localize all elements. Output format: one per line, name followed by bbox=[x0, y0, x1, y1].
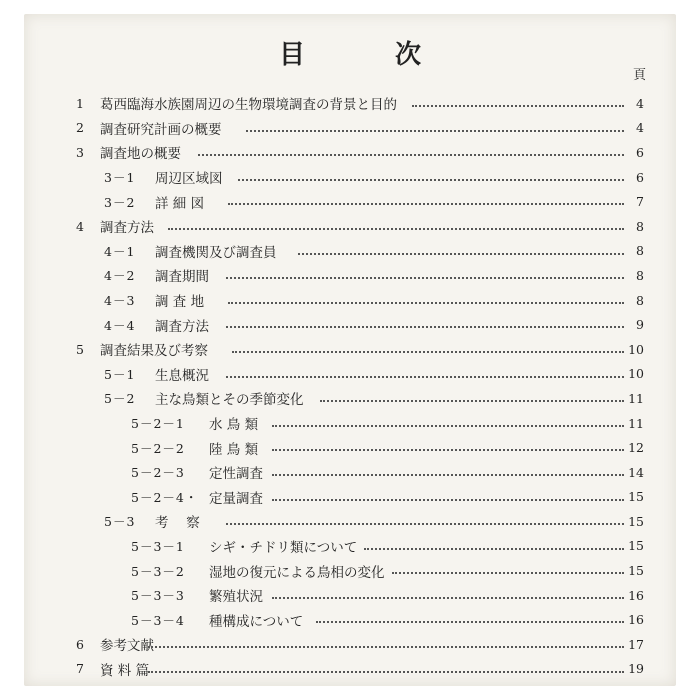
toc-entry-page-number: 15 bbox=[628, 538, 644, 554]
toc-entry-label: 調査機関及び調査員 bbox=[155, 244, 277, 261]
toc-entry-label: 定量調査 bbox=[209, 490, 263, 507]
toc-entry-section-number: 5－3－2 bbox=[131, 563, 185, 579]
toc-entry-page-number: 8 bbox=[636, 218, 644, 234]
toc-entry-section-number: 5－1 bbox=[104, 366, 136, 382]
toc-entry[interactable] bbox=[24, 657, 676, 682]
toc-entry-section-number: 5－2－2 bbox=[131, 440, 185, 456]
toc-entry-label: 周辺区域図 bbox=[155, 171, 223, 188]
toc-leader-dots bbox=[272, 448, 624, 451]
toc-entry-section-number: 4－4 bbox=[104, 317, 136, 333]
toc-leader-dots bbox=[228, 301, 624, 304]
toc-entry-number: 6 bbox=[76, 636, 84, 652]
toc-entry-page-number: 10 bbox=[628, 341, 644, 357]
toc-entry-label: 葛西臨海水族園周辺の生物環境調査の背景と目的 bbox=[100, 97, 397, 114]
toc-entry-label: 陸 鳥 類 bbox=[209, 441, 259, 458]
toc-entry[interactable] bbox=[24, 509, 676, 534]
toc-entry-label: 調査方法 bbox=[155, 318, 209, 335]
toc-leader-dots bbox=[316, 620, 624, 623]
toc-leader-dots bbox=[226, 276, 624, 279]
toc-entry-page-number: 7 bbox=[636, 194, 644, 210]
toc-entry[interactable] bbox=[24, 534, 676, 559]
toc-entry-section-number: 3－1 bbox=[104, 170, 136, 186]
toc-entry[interactable] bbox=[24, 91, 676, 116]
toc-entry[interactable] bbox=[24, 460, 676, 485]
toc-entry-section-number: 5－2－1 bbox=[131, 416, 185, 432]
toc-entry-page-number: 8 bbox=[636, 292, 644, 308]
toc-leader-dots bbox=[226, 522, 624, 525]
toc-entry-label: 調査結果及び考察 bbox=[100, 343, 208, 360]
toc-entry-section-number: 4－2 bbox=[104, 268, 136, 284]
toc-entry-page-number: 11 bbox=[628, 390, 644, 406]
toc-leader-dots bbox=[272, 424, 624, 427]
toc-entry-page-number: 17 bbox=[628, 636, 644, 652]
toc-entry-section-number: 5－3－3 bbox=[131, 588, 185, 604]
toc-entry-label: 生息概況 bbox=[155, 367, 209, 384]
toc-entry-number: 2 bbox=[76, 120, 84, 136]
toc-entry[interactable] bbox=[24, 116, 676, 141]
toc-entry-page-number: 10 bbox=[628, 366, 644, 382]
toc-leader-dots bbox=[272, 473, 624, 476]
toc-entry-label: シギ・チドリ類について bbox=[209, 539, 358, 556]
toc-entry-label: 主な鳥類とその季節変化 bbox=[155, 392, 304, 409]
toc-entry[interactable] bbox=[24, 140, 676, 165]
toc-entry[interactable] bbox=[24, 583, 676, 608]
toc-entry-section-number: 3－2 bbox=[104, 194, 136, 210]
toc-entry-page-number: 4 bbox=[636, 120, 644, 136]
toc-entry[interactable] bbox=[24, 632, 676, 657]
toc-entry[interactable] bbox=[24, 607, 676, 632]
toc-entry-label: 種構成について bbox=[209, 613, 304, 630]
toc-entry-label: 考 察 bbox=[155, 515, 200, 532]
toc-leader-dots bbox=[298, 252, 624, 255]
toc-leader-dots bbox=[232, 350, 624, 353]
toc-entry-page-number: 9 bbox=[636, 317, 644, 333]
toc-entry-number: 7 bbox=[76, 661, 84, 677]
toc-entry-page-number: 8 bbox=[636, 243, 644, 259]
toc-leader-dots bbox=[238, 178, 624, 181]
toc-list bbox=[24, 91, 676, 681]
toc-entry[interactable] bbox=[24, 312, 676, 337]
toc-leader-dots bbox=[272, 596, 624, 599]
toc-entry-label: 湿地の復元による鳥相の変化 bbox=[209, 564, 385, 581]
toc-leader-dots bbox=[228, 202, 624, 205]
toc-entry-label: 繁殖状況 bbox=[209, 589, 263, 606]
toc-entry-section-number: 5－2－4・ bbox=[131, 489, 199, 505]
toc-entry-section-number: 4－3 bbox=[104, 293, 136, 309]
toc-leader-dots bbox=[392, 571, 624, 574]
toc-entry-page-number: 6 bbox=[636, 144, 644, 160]
toc-entry-page-number: 16 bbox=[628, 612, 644, 628]
toc-entry[interactable] bbox=[24, 362, 676, 387]
toc-entry[interactable] bbox=[24, 189, 676, 214]
toc-entry[interactable] bbox=[24, 165, 676, 190]
toc-leader-dots bbox=[412, 104, 624, 107]
toc-entry-section-number: 4－1 bbox=[104, 243, 136, 259]
toc-entry[interactable] bbox=[24, 386, 676, 411]
toc-leader-dots bbox=[148, 645, 624, 648]
toc-entry[interactable] bbox=[24, 411, 676, 436]
toc-entry-page-number: 19 bbox=[628, 661, 644, 677]
toc-entry[interactable] bbox=[24, 485, 676, 510]
document-page bbox=[24, 14, 676, 686]
toc-entry-page-number: 6 bbox=[636, 169, 644, 185]
toc-entry-label: 調査研究計画の概要 bbox=[100, 121, 222, 138]
toc-leader-dots bbox=[148, 670, 624, 673]
toc-entry-section-number: 5－3 bbox=[104, 514, 136, 530]
toc-entry-section-number: 5－3－1 bbox=[131, 538, 185, 554]
toc-entry-label: 資 料 篇 bbox=[100, 662, 150, 679]
toc-entry-page-number: 4 bbox=[636, 95, 644, 111]
toc-entry[interactable] bbox=[24, 239, 676, 264]
toc-entry[interactable] bbox=[24, 263, 676, 288]
toc-leader-dots bbox=[272, 498, 624, 501]
toc-entry-label: 詳 細 図 bbox=[155, 195, 205, 212]
toc-leader-dots bbox=[246, 129, 624, 132]
toc-entry-page-number: 15 bbox=[628, 563, 644, 579]
toc-leader-dots bbox=[320, 399, 624, 402]
toc-leader-dots bbox=[364, 547, 624, 550]
toc-entry-number: 4 bbox=[76, 218, 84, 234]
toc-title: 目 次 bbox=[278, 40, 453, 70]
toc-entry-page-number: 15 bbox=[628, 489, 644, 505]
toc-entry-number: 1 bbox=[76, 95, 84, 111]
toc-entry-page-number: 8 bbox=[636, 267, 644, 283]
toc-leader-dots bbox=[168, 227, 624, 230]
toc-entry-page-number: 11 bbox=[628, 415, 644, 431]
toc-leader-dots bbox=[198, 153, 624, 156]
toc-entry-section-number: 5－3－4 bbox=[131, 612, 185, 628]
toc-entry-label: 調査地の概要 bbox=[100, 146, 181, 163]
toc-entry[interactable] bbox=[24, 337, 676, 362]
toc-leader-dots bbox=[226, 325, 624, 328]
toc-entry-section-number: 5－2 bbox=[104, 391, 136, 407]
toc-entry-number: 3 bbox=[76, 144, 84, 160]
toc-entry-page-number: 14 bbox=[628, 464, 644, 480]
toc-entry-page-number: 12 bbox=[628, 440, 644, 456]
toc-entry-label: 水 鳥 類 bbox=[209, 417, 259, 434]
toc-entry-label: 調査期間 bbox=[155, 269, 209, 286]
toc-entry-label: 定性調査 bbox=[209, 466, 263, 483]
toc-entry[interactable] bbox=[24, 214, 676, 239]
toc-entry-section-number: 5－2－3 bbox=[131, 465, 185, 481]
toc-entry-label: 参考文献 bbox=[100, 638, 154, 655]
toc-entry-label: 調査方法 bbox=[100, 220, 154, 237]
toc-entry-page-number: 15 bbox=[628, 513, 644, 529]
toc-entry[interactable] bbox=[24, 435, 676, 460]
toc-entry[interactable] bbox=[24, 558, 676, 583]
page-column-label: 頁 bbox=[632, 68, 646, 83]
toc-entry-page-number: 16 bbox=[628, 587, 644, 603]
toc-leader-dots bbox=[226, 375, 624, 378]
toc-entry-number: 5 bbox=[76, 341, 84, 357]
toc-entry[interactable] bbox=[24, 288, 676, 313]
toc-entry-label: 調 査 地 bbox=[155, 294, 205, 311]
